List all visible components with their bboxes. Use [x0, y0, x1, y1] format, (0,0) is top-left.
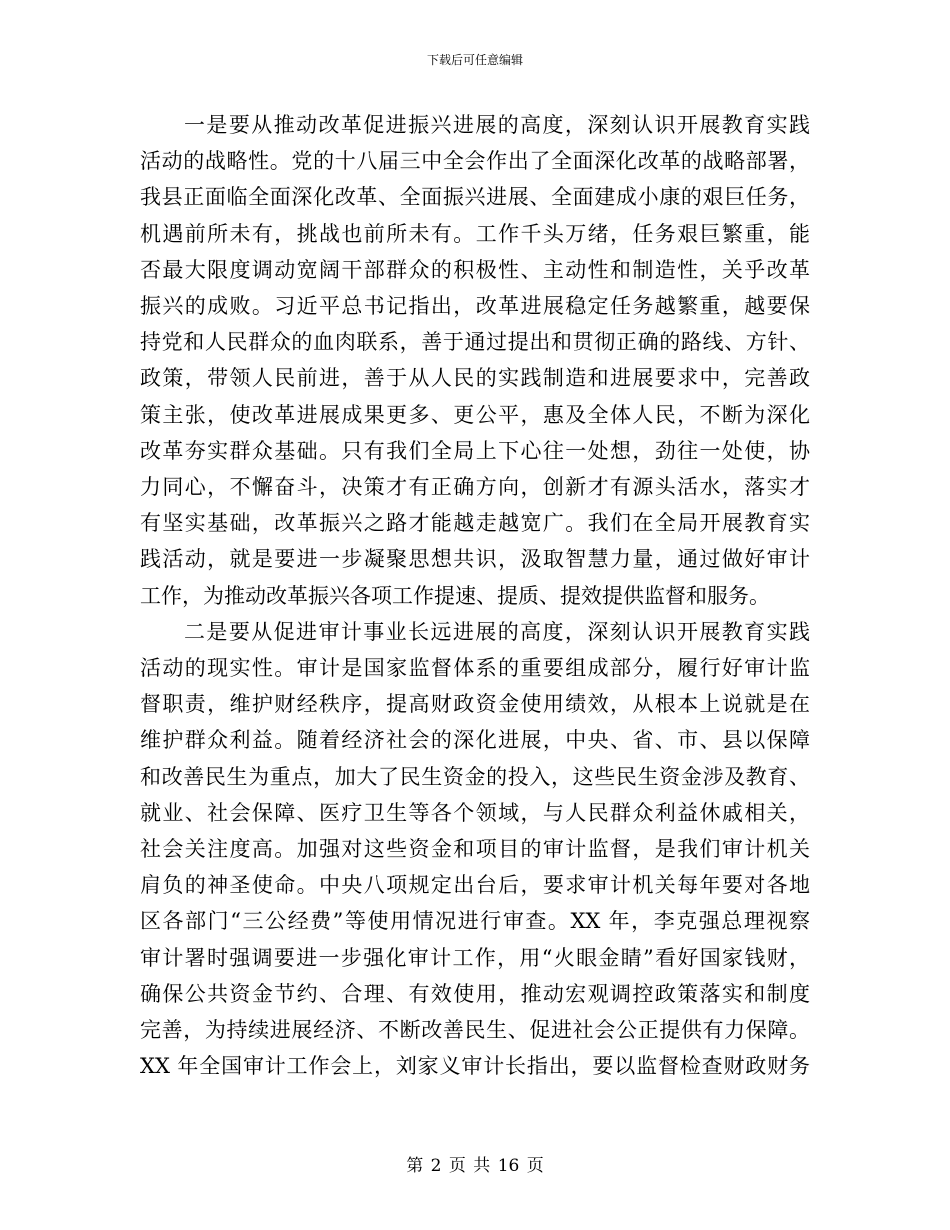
paragraph-2: [140, 614, 810, 1085]
text-line: 否最大限度调动宽阔干部群众的积极性、主动性和制造性，关乎改革: [140, 257, 810, 282]
text-line: 一是要从推动改革促进振兴进展的高度，深刻认识开展教育实践: [184, 113, 810, 137]
text-line: 活动的战略性。党的十八届三中全会作出了全面深化改革的战略部署，: [140, 149, 810, 174]
text-line: 振兴的成败。习近平总书记指出，改革进展稳定任务越繁重，越要保: [140, 294, 810, 319]
text-line: 完善，为持续进展经济、不断改善民生、促进社会公正提供有力保障。: [140, 1018, 810, 1043]
document-body: [140, 107, 810, 1084]
text-line: 就业、社会保障、医疗卫生等各个领域，与人民群众利益休戚相关，: [140, 800, 810, 825]
text-line: 审计署时强调要进一步强化审计工作，用“火眼金睛”看好国家钱财，: [140, 945, 810, 970]
text-line: 维护群众利益。随着经济社会的深化进展，中央、省、市、县以保障: [140, 728, 810, 753]
page-footer: 第 2 页 共 16 页: [406, 1156, 544, 1176]
text-line: 力同心，不懈奋斗，决策才有正确方向，创新才有源头活水，落实才: [140, 475, 810, 500]
text-line: 政策，带领人民前进，善于从人民的实践制造和进展要求中，完善政: [140, 366, 810, 391]
text-line: 和改善民生为重点，加大了民生资金的投入，这些民生资金涉及教育、: [140, 764, 810, 789]
text-line: 二是要从促进审计事业长远进展的高度，深刻认识开展教育实践: [184, 619, 810, 644]
text-line: 机遇前所未有，挑战也前所未有。工作千头万绪，任务艰巨繁重，能: [140, 221, 810, 246]
text-line: 肩负的神圣使命。中央八项规定出台后，要求审计机关每年要对各地: [140, 873, 810, 898]
text-line: 社会关注度高。加强对这些资金和项目的审计监督，是我们审计机关: [140, 837, 810, 862]
text-line: 区各部门“三公经费”等使用情况进行审查。XX 年，李克强总理视察: [140, 909, 810, 934]
text-line: 策主张，使改革进展成果更多、更公平，惠及全体人民，不断为深化: [140, 402, 810, 427]
text-line: 改革夯实群众基础。只有我们全局上下心往一处想，劲往一处使，协: [140, 438, 810, 463]
text-line: 践活动，就是要进一步凝聚思想共识，汲取智慧力量，通过做好审计: [140, 547, 810, 572]
paragraph-1: [140, 107, 810, 614]
page-header: 下载后可任意编辑: [426, 53, 523, 67]
text-line: 确保公共资金节约、合理、有效使用，推动宏观调控政策落实和制度: [140, 981, 810, 1006]
text-line: 活动的现实性。审计是国家监督体系的重要组成部分，履行好审计监: [140, 656, 810, 681]
text-line: 督职责，维护财经秩序，提高财政资金使用绩效，从根本上说就是在: [140, 692, 810, 717]
text-line: 有坚实基础，改革振兴之路才能越走越宽广。我们在全局开展教育实: [140, 511, 810, 536]
text-line: 工作，为推动改革振兴各项工作提速、提质、提效提供监督和服务。: [140, 583, 770, 608]
text-line: XX 年全国审计工作会上，刘家义审计长指出，要以监督检查财政财务: [140, 1054, 810, 1079]
text-line: 我县正面临全面深化改革、全面振兴进展、全面建成小康的艰巨任务，: [140, 185, 810, 210]
text-line: 持党和人民群众的血肉联系，善于通过提出和贯彻正确的路线、方针、: [140, 330, 810, 355]
